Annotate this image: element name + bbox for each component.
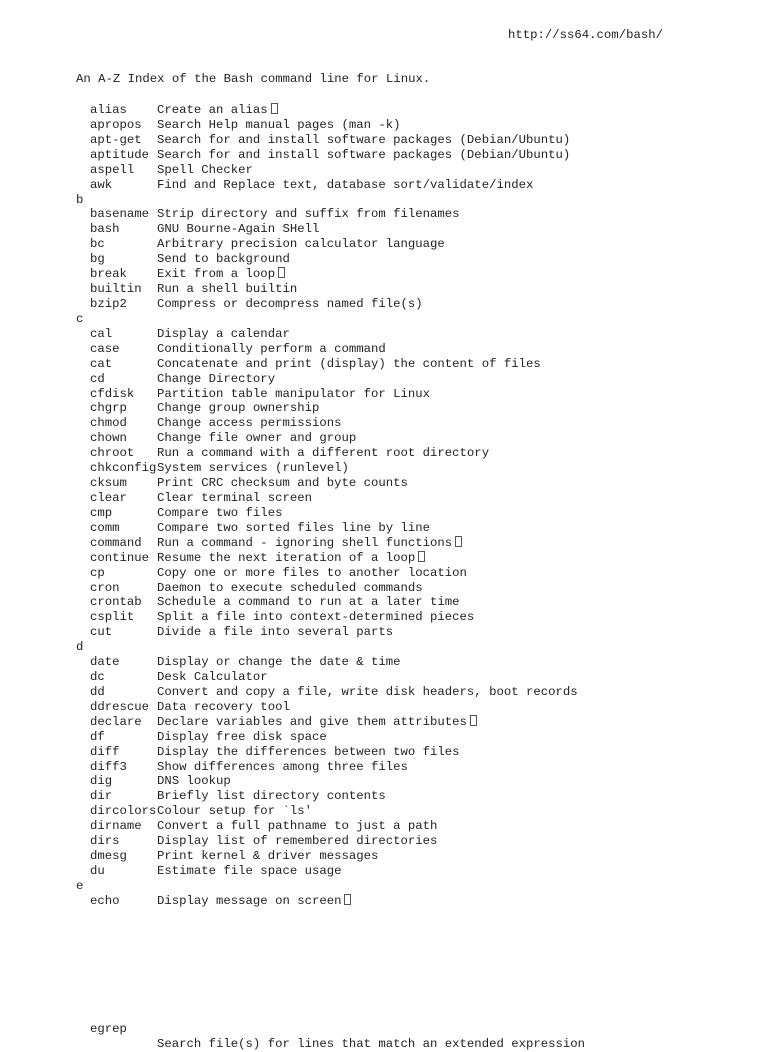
command-description: Run a command with a different root directory (157, 446, 490, 461)
command-description: Display the differences between two files (157, 744, 460, 759)
command-description-wrap (157, 267, 285, 282)
command-name: apt-get (90, 132, 142, 147)
command-description-wrap (157, 566, 467, 581)
command-description: Desk Calculator (157, 670, 268, 685)
command-description-wrap (157, 521, 430, 536)
command-name: dd (90, 684, 105, 699)
command-entry (0, 133, 768, 148)
command-description-wrap (157, 670, 268, 685)
command-name: egrep (90, 1022, 127, 1036)
command-description: Change Directory (157, 371, 276, 386)
command-entry (0, 252, 768, 267)
command-entry (0, 595, 768, 610)
command-description-wrap (157, 551, 425, 566)
command-description-wrap (157, 401, 319, 416)
command-entry (0, 789, 768, 804)
command-entry (0, 670, 768, 685)
command-description-wrap (157, 610, 474, 625)
command-name: csplit (90, 610, 135, 625)
command-name: dirname (90, 819, 142, 834)
command-entry (0, 282, 768, 297)
command-name: awk (90, 177, 113, 192)
command-description: Print kernel & driver messages (157, 849, 379, 864)
command-description-wrap (157, 536, 462, 551)
command-description-wrap (157, 625, 393, 640)
command-entry (0, 894, 768, 909)
command-description-wrap (157, 581, 423, 596)
command-name: declare (90, 714, 142, 729)
command-entry (0, 566, 768, 581)
command-description: Change file owner and group (157, 431, 357, 446)
command-entry (0, 297, 768, 312)
command-description: Compare two files (157, 505, 283, 520)
command-name: chroot (90, 446, 135, 461)
command-description: Search Help manual pages (man -k) (157, 117, 401, 132)
command-description: Search for and install software packages (Debian/Ubuntu) (157, 147, 571, 162)
page-title: An A-Z Index of the Bash command line for Linux. (76, 72, 431, 86)
section-letter-label: c (76, 311, 84, 326)
command-description-wrap (157, 282, 297, 297)
command-entry (0, 685, 768, 700)
command-description-wrap (157, 446, 489, 461)
command-description-wrap (157, 133, 570, 148)
command-entry (0, 536, 768, 551)
command-entry (0, 431, 768, 446)
command-description-wrap (157, 431, 356, 446)
command-description-wrap (157, 476, 408, 491)
command-description-wrap (157, 745, 460, 760)
command-entry (0, 148, 768, 163)
command-entry (0, 387, 768, 402)
command-description-wrap (157, 804, 312, 819)
command-name: df (90, 729, 105, 744)
missing-glyph-icon (418, 551, 425, 562)
command-description-wrap (157, 372, 275, 387)
command-entry (0, 163, 768, 178)
command-description: Concatenate and print (display) the content of files (157, 356, 541, 371)
command-name: cron (90, 580, 120, 595)
command-name: cd (90, 371, 105, 386)
command-description: Show differences among three files (157, 759, 408, 774)
command-name: dircolors (90, 804, 157, 819)
command-name: basename (90, 207, 150, 222)
command-name: aspell (90, 162, 135, 177)
command-name: cal (90, 326, 113, 341)
command-description: Resume the next iteration of a loop (157, 550, 416, 565)
command-name: aptitude (90, 147, 150, 162)
command-description: Arbitrary precision calculator language (157, 237, 445, 252)
command-description: Run a shell builtin (157, 282, 298, 297)
command-description-wrap (157, 222, 319, 237)
command-description: Search for and install software packages (Debian/Ubuntu) (157, 132, 571, 147)
command-name: cp (90, 565, 105, 580)
section-letter (0, 312, 768, 327)
command-name: bc (90, 237, 105, 252)
command-description-wrap (157, 207, 460, 222)
command-entry (0, 267, 768, 282)
section-letter (0, 640, 768, 655)
command-description-wrap (157, 163, 253, 178)
missing-glyph-icon (344, 894, 351, 905)
command-name: bg (90, 252, 105, 267)
header-url[interactable]: http://ss64.com/bash/ (508, 28, 663, 42)
command-description: Data recovery tool (157, 699, 290, 714)
command-description-wrap (157, 715, 477, 730)
command-description: Display or change the date & time (157, 655, 401, 670)
command-name: dirs (90, 834, 120, 849)
command-name: chgrp (90, 401, 127, 416)
command-description-wrap (157, 760, 408, 775)
command-description-wrap (157, 416, 341, 431)
command-description: Daemon to execute scheduled commands (157, 580, 423, 595)
command-entry (0, 774, 768, 789)
command-name: diff3 (90, 759, 127, 774)
section-letter-label: e (76, 878, 84, 893)
section-letter (0, 193, 768, 208)
command-name: clear (90, 490, 127, 505)
command-entry (0, 506, 768, 521)
command-description-wrap (157, 461, 349, 476)
missing-glyph-icon (470, 715, 477, 726)
command-entry (0, 461, 768, 476)
command-description-wrap (157, 789, 386, 804)
command-description-wrap (157, 491, 312, 506)
command-entry (0, 207, 768, 222)
command-description-wrap (157, 849, 378, 864)
command-description: Compare two sorted files line by line (157, 520, 431, 535)
command-name: ddrescue (90, 699, 150, 714)
command-index (0, 103, 768, 909)
command-description: Run a command - ignoring shell functions (157, 535, 453, 550)
command-description: Display free disk space (157, 729, 327, 744)
command-description: DNS lookup (157, 774, 231, 789)
command-entry (0, 357, 768, 372)
command-description: Search file(s) for lines that match an extended expression (157, 1037, 586, 1051)
command-entry (0, 610, 768, 625)
command-description: Print CRC checksum and byte counts (157, 476, 408, 491)
command-name: dir (90, 789, 113, 804)
command-description-wrap (157, 730, 327, 745)
command-entry-egrep (0, 1007, 768, 1051)
command-name: comm (90, 520, 120, 535)
command-entry (0, 446, 768, 461)
command-name: cksum (90, 476, 127, 491)
command-description: System services (runlevel) (157, 461, 349, 476)
command-name: cmp (90, 505, 113, 520)
command-entry (0, 864, 768, 879)
command-description: Display a calendar (157, 326, 290, 341)
missing-glyph-icon (278, 267, 285, 278)
command-name: dmesg (90, 849, 127, 864)
command-entry (0, 700, 768, 715)
command-entry (0, 178, 768, 193)
command-description: Clear terminal screen (157, 490, 312, 505)
command-description: Briefly list directory contents (157, 789, 386, 804)
command-entry (0, 730, 768, 745)
command-name: break (90, 267, 127, 282)
command-entry (0, 804, 768, 819)
command-description-wrap (157, 103, 278, 118)
command-entry (0, 372, 768, 387)
command-description-wrap (157, 595, 460, 610)
command-description: Partition table manipulator for Linux (157, 386, 431, 401)
command-description: Create an alias (157, 103, 268, 117)
command-description-wrap (157, 685, 578, 700)
command-description: Display message on screen (157, 893, 342, 908)
command-name: command (90, 535, 142, 550)
command-description: Send to background (157, 252, 290, 267)
command-entry (0, 819, 768, 834)
command-description-wrap (157, 178, 533, 193)
command-entry (0, 715, 768, 730)
command-name: chmod (90, 416, 127, 431)
command-description-wrap (157, 655, 401, 670)
command-name: chkconfig (90, 461, 157, 476)
command-entry (0, 655, 768, 670)
command-description: Colour setup for `ls' (157, 804, 312, 819)
command-description: Schedule a command to run at a later time (157, 595, 460, 610)
command-description-wrap (157, 148, 570, 163)
command-name: echo (90, 893, 120, 908)
command-description: Display list of remembered directories (157, 834, 438, 849)
command-description: Split a file into context-determined pieces (157, 610, 475, 625)
command-description: Copy one or more files to another location (157, 565, 467, 580)
command-name: apropos (90, 117, 142, 132)
section-letter (0, 879, 768, 894)
command-description-wrap (157, 819, 437, 834)
command-entry (0, 760, 768, 775)
command-entry (0, 849, 768, 864)
command-entry (0, 342, 768, 357)
command-name: bzip2 (90, 296, 127, 311)
command-description: Change access permissions (157, 416, 342, 431)
command-entry (0, 476, 768, 491)
command-entry (0, 491, 768, 506)
command-entry (0, 237, 768, 252)
command-entry (0, 327, 768, 342)
command-name: chown (90, 431, 127, 446)
command-description: Change group ownership (157, 401, 320, 416)
command-description-wrap (157, 700, 290, 715)
command-entry (0, 625, 768, 640)
command-name: cfdisk (90, 386, 135, 401)
command-description-wrap (157, 864, 341, 879)
command-name: dc (90, 670, 105, 685)
command-entry (0, 551, 768, 566)
missing-glyph-icon (455, 536, 462, 547)
command-description: Strip directory and suffix from filenames (157, 207, 460, 222)
command-description-wrap (157, 894, 351, 909)
command-name: continue (90, 550, 150, 565)
command-description: Convert a full pathname to just a path (157, 819, 438, 834)
command-description: Find and Replace text, database sort/validate/index (157, 177, 534, 192)
missing-glyph-icon (271, 103, 278, 114)
command-entry (0, 103, 768, 118)
command-description-wrap (157, 387, 430, 402)
section-letter-label: b (76, 192, 84, 207)
command-description-wrap (157, 357, 541, 372)
command-name: diff (90, 744, 120, 759)
command-description-wrap (157, 342, 386, 357)
command-description: Estimate file space usage (157, 864, 342, 879)
command-description-wrap (157, 506, 282, 521)
command-entry (0, 401, 768, 416)
command-description: Convert and copy a file, write disk headers, boot records (157, 684, 578, 699)
command-description-wrap (157, 327, 290, 342)
command-name: du (90, 864, 105, 879)
command-description: Conditionally perform a command (157, 341, 386, 356)
command-entry (0, 521, 768, 536)
command-description-wrap (157, 834, 437, 849)
command-description: Spell Checker (157, 162, 253, 177)
command-description: GNU Bourne-Again SHell (157, 222, 320, 237)
command-description-wrap (157, 297, 423, 312)
command-name: alias (90, 103, 127, 117)
command-description: Declare variables and give them attributes (157, 714, 467, 729)
command-entry (0, 118, 768, 133)
command-name: bash (90, 222, 120, 237)
command-description-wrap (157, 774, 231, 789)
command-entry (0, 834, 768, 849)
command-entry (0, 581, 768, 596)
command-name: case (90, 341, 120, 356)
section-letter-label: d (76, 640, 84, 655)
command-name: date (90, 655, 120, 670)
command-description: Compress or decompress named file(s) (157, 296, 423, 311)
command-description-wrap (157, 118, 401, 133)
command-description-wrap (157, 252, 290, 267)
command-description-wrap (157, 237, 445, 252)
command-name: cat (90, 356, 113, 371)
command-name: dig (90, 774, 113, 789)
command-entry (0, 745, 768, 760)
command-entry (0, 416, 768, 431)
command-description: Exit from a loop (157, 267, 276, 282)
command-name: crontab (90, 595, 142, 610)
command-description: Divide a file into several parts (157, 625, 394, 640)
command-name: cut (90, 625, 113, 640)
command-entry (0, 222, 768, 237)
command-name: builtin (90, 282, 142, 297)
